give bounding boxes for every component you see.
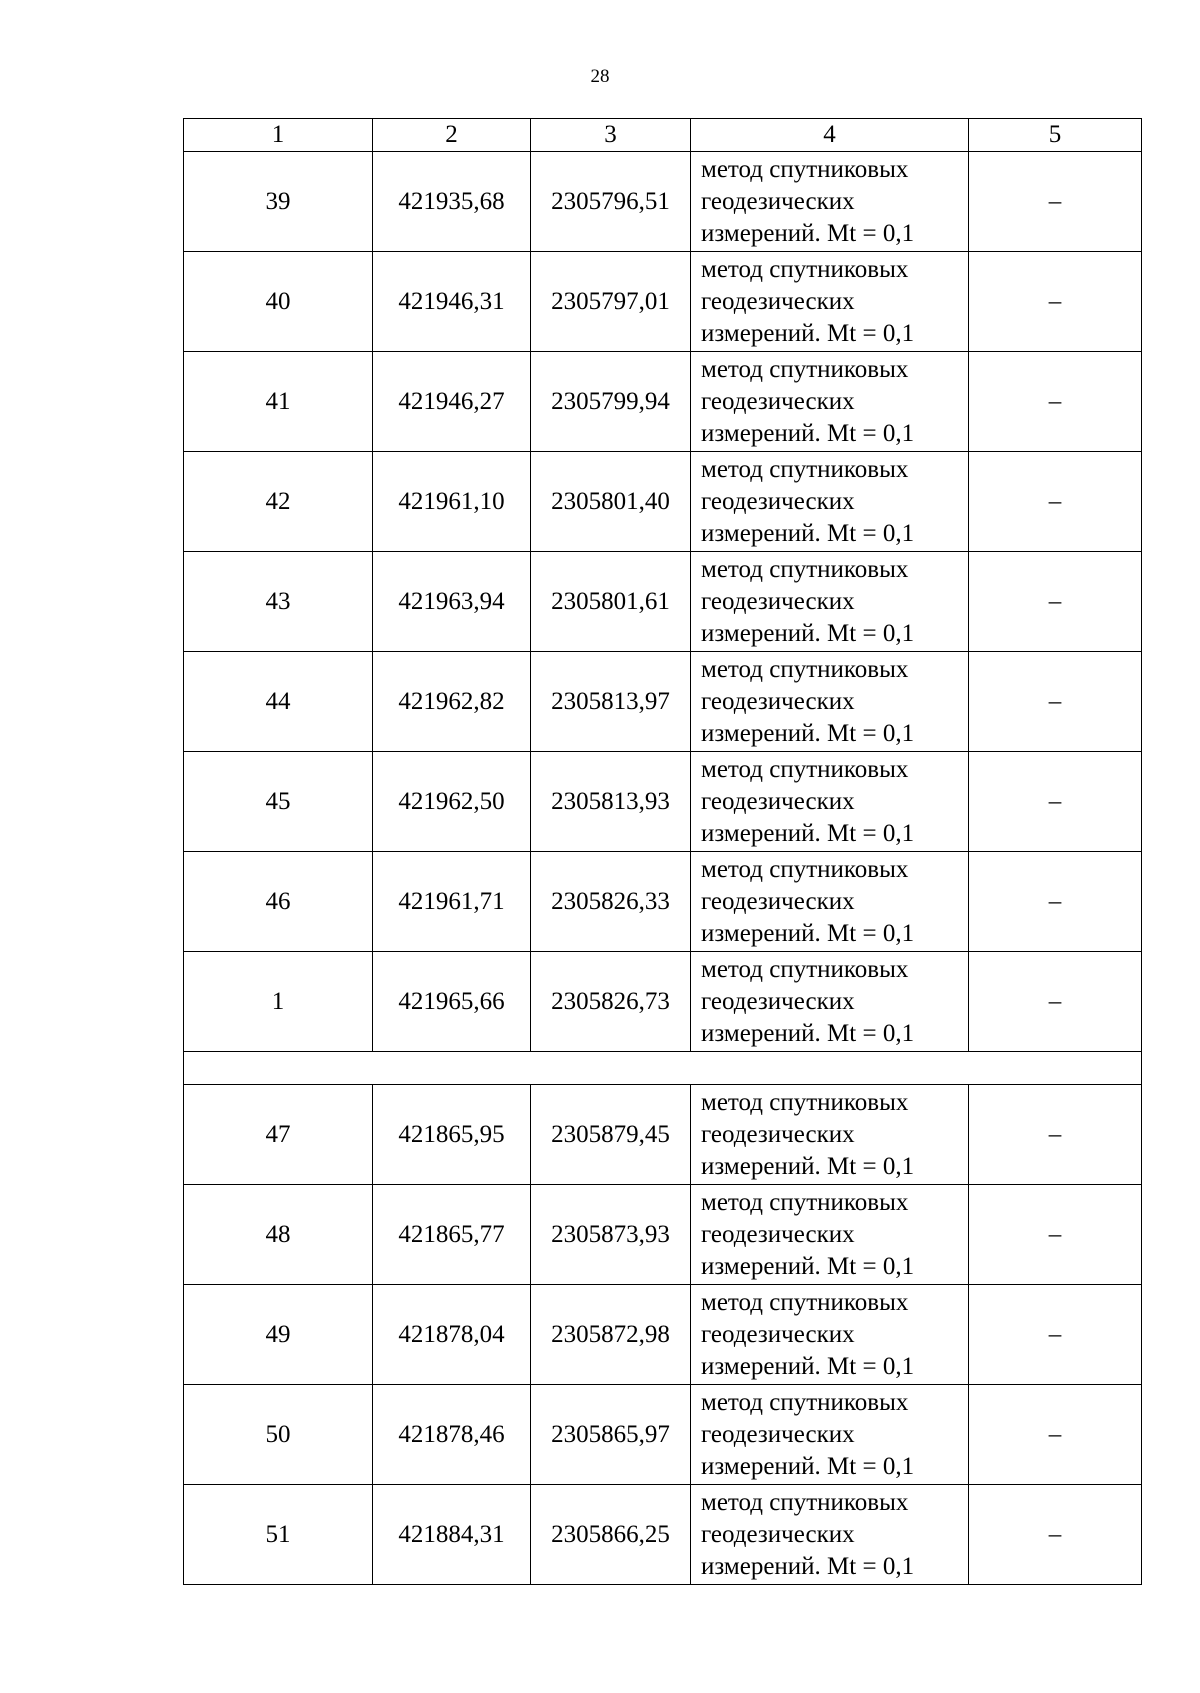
point-number-cell: 40	[184, 252, 373, 352]
method-line: измерений. Mt = 0,1	[701, 1352, 915, 1380]
method-cell	[691, 952, 969, 1052]
method-line: метод спутниковых	[701, 1488, 909, 1516]
column-header: 3	[531, 119, 691, 152]
method-cell	[691, 252, 969, 352]
table-row	[184, 1385, 1142, 1485]
point-number-cell: 49	[184, 1285, 373, 1385]
point-number-cell: 41	[184, 352, 373, 452]
method-line: метод спутниковых	[701, 555, 909, 583]
table-row	[184, 1485, 1142, 1585]
y-coordinate-cell: 2305865,97	[531, 1385, 691, 1485]
note-cell: –	[969, 852, 1142, 952]
x-coordinate-cell: 421946,27	[373, 352, 531, 452]
method-cell	[691, 552, 969, 652]
method-cell	[691, 1385, 969, 1485]
note-cell: –	[969, 652, 1142, 752]
y-coordinate-cell: 2305801,40	[531, 452, 691, 552]
note-cell: –	[969, 1285, 1142, 1385]
method-cell	[691, 1285, 969, 1385]
point-number-cell: 46	[184, 852, 373, 952]
point-number-cell: 1	[184, 952, 373, 1052]
method-cell	[691, 652, 969, 752]
point-number-cell: 45	[184, 752, 373, 852]
method-cell	[691, 752, 969, 852]
method-cell	[691, 1085, 969, 1185]
point-number-cell: 44	[184, 652, 373, 752]
method-line: метод спутниковых	[701, 1188, 909, 1216]
point-number-cell: 42	[184, 452, 373, 552]
y-coordinate-cell: 2305879,45	[531, 1085, 691, 1185]
method-line: метод спутниковых	[701, 455, 909, 483]
method-cell	[691, 152, 969, 252]
separator-cell	[184, 1052, 1142, 1085]
x-coordinate-cell: 421965,66	[373, 952, 531, 1052]
note-cell: –	[969, 452, 1142, 552]
method-line: измерений. Mt = 0,1	[701, 1019, 915, 1047]
note-cell: –	[969, 952, 1142, 1052]
method-line: геодезических	[701, 1320, 855, 1348]
note-cell: –	[969, 1085, 1142, 1185]
method-cell	[691, 352, 969, 452]
method-line: измерений. Mt = 0,1	[701, 1152, 915, 1180]
point-number-cell: 50	[184, 1385, 373, 1485]
note-cell: –	[969, 152, 1142, 252]
note-cell: –	[969, 752, 1142, 852]
table-row	[184, 952, 1142, 1052]
method-line: метод спутниковых	[701, 255, 909, 283]
method-line: метод спутниковых	[701, 955, 909, 983]
table-body	[184, 152, 1142, 1585]
method-line: измерений. Mt = 0,1	[701, 1252, 915, 1280]
x-coordinate-cell: 421961,10	[373, 452, 531, 552]
method-line: измерений. Mt = 0,1	[701, 919, 915, 947]
table-row	[184, 352, 1142, 452]
method-cell	[691, 1185, 969, 1285]
column-header: 5	[969, 119, 1142, 152]
point-number-cell: 48	[184, 1185, 373, 1285]
method-line: геодезических	[701, 1220, 855, 1248]
x-coordinate-cell: 421962,82	[373, 652, 531, 752]
y-coordinate-cell: 2305872,98	[531, 1285, 691, 1385]
method-line: геодезических	[701, 487, 855, 515]
x-coordinate-cell: 421865,95	[373, 1085, 531, 1185]
y-coordinate-cell: 2305826,33	[531, 852, 691, 952]
method-line: геодезических	[701, 887, 855, 915]
method-line: геодезических	[701, 687, 855, 715]
point-number-cell: 39	[184, 152, 373, 252]
separator-row	[184, 1052, 1142, 1085]
note-cell: –	[969, 1185, 1142, 1285]
x-coordinate-cell: 421946,31	[373, 252, 531, 352]
table-row	[184, 752, 1142, 852]
point-number-cell: 43	[184, 552, 373, 652]
method-line: измерений. Mt = 0,1	[701, 619, 915, 647]
y-coordinate-cell: 2305873,93	[531, 1185, 691, 1285]
method-line: геодезических	[701, 187, 855, 215]
method-line: метод спутниковых	[701, 355, 909, 383]
column-header: 1	[184, 119, 373, 152]
x-coordinate-cell: 421878,46	[373, 1385, 531, 1485]
table-row	[184, 452, 1142, 552]
y-coordinate-cell: 2305797,01	[531, 252, 691, 352]
y-coordinate-cell: 2305826,73	[531, 952, 691, 1052]
y-coordinate-cell: 2305813,93	[531, 752, 691, 852]
method-line: измерений. Mt = 0,1	[701, 819, 915, 847]
method-line: геодезических	[701, 1420, 855, 1448]
method-line: геодезических	[701, 1520, 855, 1548]
method-line: геодезических	[701, 1120, 855, 1148]
table-row	[184, 252, 1142, 352]
note-cell: –	[969, 352, 1142, 452]
column-header: 2	[373, 119, 531, 152]
method-line: измерений. Mt = 0,1	[701, 719, 915, 747]
method-line: геодезических	[701, 787, 855, 815]
x-coordinate-cell: 421865,77	[373, 1185, 531, 1285]
method-line: измерений. Mt = 0,1	[701, 1552, 915, 1580]
table-header-row	[184, 119, 1142, 152]
method-line: измерений. Mt = 0,1	[701, 519, 915, 547]
page-number: 28	[590, 66, 610, 87]
table-row	[184, 1085, 1142, 1185]
table-row	[184, 552, 1142, 652]
method-line: метод спутниковых	[701, 155, 909, 183]
table-row	[184, 1285, 1142, 1385]
y-coordinate-cell: 2305801,61	[531, 552, 691, 652]
table-row	[184, 1185, 1142, 1285]
x-coordinate-cell: 421878,04	[373, 1285, 531, 1385]
method-line: метод спутниковых	[701, 855, 909, 883]
method-line: геодезических	[701, 387, 855, 415]
method-line: измерений. Mt = 0,1	[701, 419, 915, 447]
y-coordinate-cell: 2305799,94	[531, 352, 691, 452]
y-coordinate-cell: 2305796,51	[531, 152, 691, 252]
x-coordinate-cell: 421935,68	[373, 152, 531, 252]
method-line: метод спутниковых	[701, 1388, 909, 1416]
method-line: геодезических	[701, 987, 855, 1015]
note-cell: –	[969, 1485, 1142, 1585]
method-line: измерений. Mt = 0,1	[701, 319, 915, 347]
x-coordinate-cell: 421963,94	[373, 552, 531, 652]
method-line: метод спутниковых	[701, 1088, 909, 1116]
table-row	[184, 152, 1142, 252]
note-cell: –	[969, 1385, 1142, 1485]
point-number-cell: 51	[184, 1485, 373, 1585]
method-line: измерений. Mt = 0,1	[701, 219, 915, 247]
x-coordinate-cell: 421884,31	[373, 1485, 531, 1585]
method-line: измерений. Mt = 0,1	[701, 1452, 915, 1480]
y-coordinate-cell: 2305813,97	[531, 652, 691, 752]
note-cell: –	[969, 552, 1142, 652]
column-header: 4	[691, 119, 969, 152]
table-row	[184, 852, 1142, 952]
method-line: метод спутниковых	[701, 755, 909, 783]
y-coordinate-cell: 2305866,25	[531, 1485, 691, 1585]
table-row	[184, 652, 1142, 752]
method-line: геодезических	[701, 287, 855, 315]
method-cell	[691, 852, 969, 952]
x-coordinate-cell: 421962,50	[373, 752, 531, 852]
point-number-cell: 47	[184, 1085, 373, 1185]
note-cell: –	[969, 252, 1142, 352]
method-line: геодезических	[701, 587, 855, 615]
method-line: метод спутниковых	[701, 655, 909, 683]
method-cell	[691, 1485, 969, 1585]
x-coordinate-cell: 421961,71	[373, 852, 531, 952]
method-line: метод спутниковых	[701, 1288, 909, 1316]
coordinates-table	[183, 118, 1142, 1585]
method-cell	[691, 452, 969, 552]
